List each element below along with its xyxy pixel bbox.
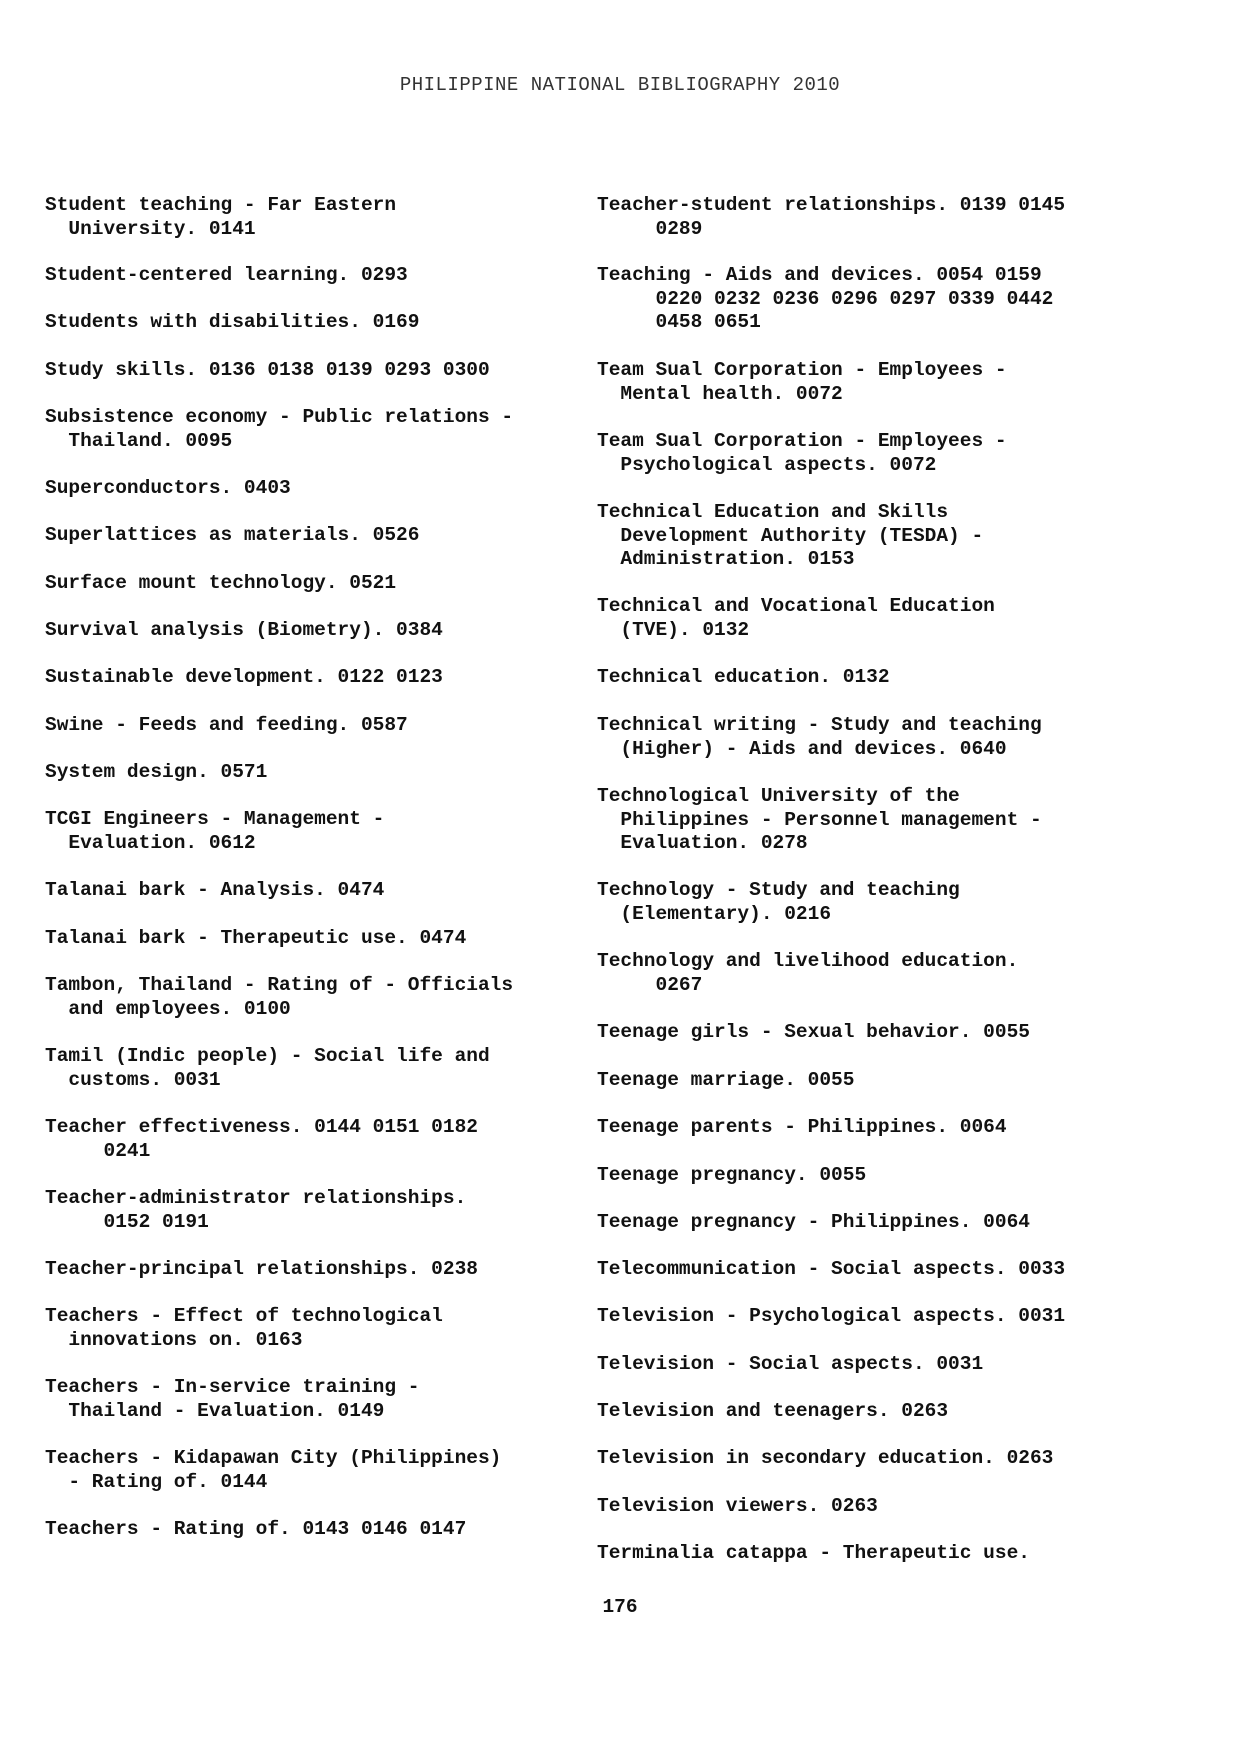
index-entry: Sustainable development. 0122 0123	[45, 666, 443, 688]
index-entry: System design. 0571	[45, 761, 268, 783]
index-entry: Technological University of the Philippines - Personnel management - Evaluation. 0278	[597, 785, 1042, 854]
index-entry: Television - Psychological aspects. 0031	[597, 1305, 1066, 1327]
running-head: PHILIPPINE NATIONAL BIBLIOGRAPHY 2010	[399, 74, 841, 96]
index-entry: Teenage pregnancy. 0055	[597, 1164, 867, 1186]
index-entry: Technical writing - Study and teaching (Higher) - Aids and devices. 0640	[597, 714, 1042, 760]
index-entry: Team Sual Corporation - Employees - Psychological aspects. 0072	[597, 430, 1007, 476]
page-number: 176	[602, 1596, 638, 1618]
index-entry: Team Sual Corporation - Employees - Mental health. 0072	[597, 359, 1007, 405]
index-entry: Television - Social aspects. 0031	[597, 1353, 984, 1375]
index-entry: Tamil (Indic people) - Social life and customs. 0031	[45, 1045, 490, 1091]
index-entry: Teacher-administrator relationships. 0152 0191	[45, 1187, 467, 1233]
index-entry: Student-centered learning. 0293	[45, 264, 408, 286]
index-entry: Teacher effectiveness. 0144 0151 0182 0241	[45, 1116, 478, 1162]
index-entry: Television in secondary education. 0263	[597, 1447, 1054, 1469]
index-entry: Technology and livelihood education. 0267	[597, 950, 1019, 996]
index-entry: TCGI Engineers - Management - Evaluation. 0612	[45, 808, 385, 854]
index-entry: Teenage marriage. 0055	[597, 1069, 855, 1091]
index-entry: Television and teenagers. 0263	[597, 1400, 949, 1422]
index-entry: Survival analysis (Biometry). 0384	[45, 619, 443, 641]
index-entry: Superconductors. 0403	[45, 477, 291, 499]
index-entry: Superlattices as materials. 0526	[45, 524, 420, 546]
index-entry: Student teaching - Far Eastern University. 0141	[45, 194, 397, 240]
index-entry: Talanai bark - Analysis. 0474	[45, 879, 385, 901]
index-entry: Television viewers. 0263	[597, 1495, 878, 1517]
index-entry: Teachers - Rating of. 0143 0146 0147	[45, 1518, 467, 1540]
index-entry: Study skills. 0136 0138 0139 0293 0300	[45, 359, 490, 381]
index-entry: Teachers - Kidapawan City (Philippines) - Rating of. 0144	[45, 1447, 502, 1493]
index-entry: Technical education. 0132	[597, 666, 890, 688]
index-entry: Teenage parents - Philippines. 0064	[597, 1116, 1007, 1138]
index-entry: Swine - Feeds and feeding. 0587	[45, 714, 408, 736]
index-entry: Teenage girls - Sexual behavior. 0055	[597, 1021, 1030, 1043]
index-entry: Technical Education and Skills Development Authority (TESDA) - Administration. 0153	[597, 501, 984, 570]
index-entry: Teaching - Aids and devices. 0054 0159 0220 0232 0236 0296 0297 0339 0442 0458 0651	[597, 264, 1054, 333]
index-entry: Terminalia catappa - Therapeutic use.	[597, 1542, 1030, 1564]
index-entry: Students with disabilities. 0169	[45, 311, 420, 333]
index-entry: Surface mount technology. 0521	[45, 572, 397, 594]
index-entry: Telecommunication - Social aspects. 0033	[597, 1258, 1066, 1280]
index-entry: Tambon, Thailand - Rating of - Officials and employees. 0100	[45, 974, 514, 1020]
index-entry: Teachers - Effect of technological innovations on. 0163	[45, 1305, 443, 1351]
index-entry: Technology - Study and teaching (Elementary). 0216	[597, 879, 960, 925]
index-entry: Talanai bark - Therapeutic use. 0474	[45, 927, 467, 949]
index-entry: Teachers - In-service training - Thailand - Evaluation. 0149	[45, 1376, 420, 1422]
index-entry: Teenage pregnancy - Philippines. 0064	[597, 1211, 1030, 1233]
index-entry: Subsistence economy - Public relations - Thailand. 0095	[45, 406, 514, 452]
index-entry: Teacher-student relationships. 0139 0145 0289	[597, 194, 1066, 240]
index-entry: Technical and Vocational Education (TVE). 0132	[597, 595, 995, 641]
index-entry: Teacher-principal relationships. 0238	[45, 1258, 478, 1280]
